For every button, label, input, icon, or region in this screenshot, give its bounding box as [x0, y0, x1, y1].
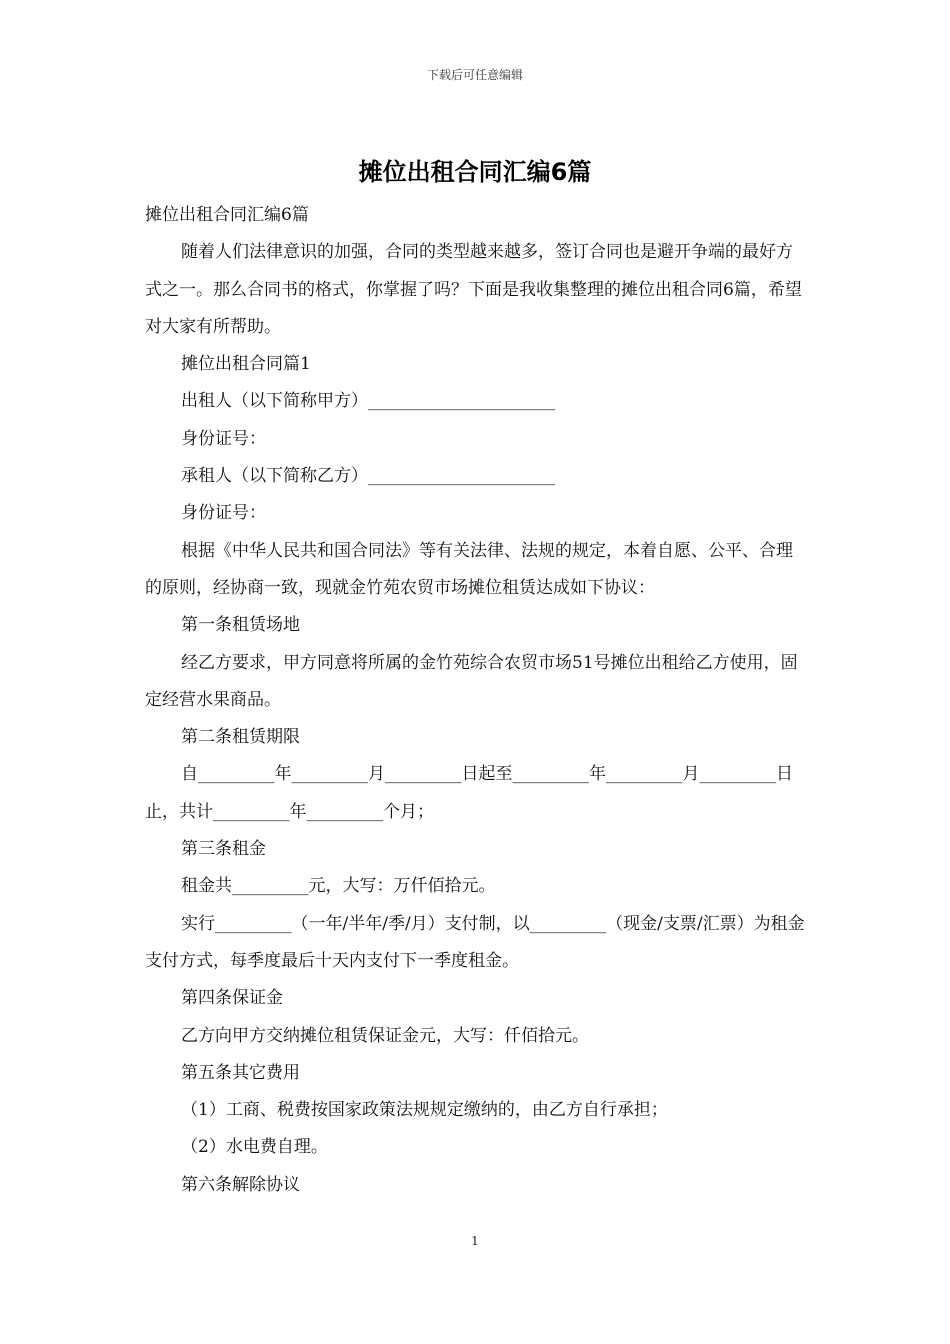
article-4-text: 乙方向甲方交纳摊位租赁保证金元，大写：仟佰拾元。	[181, 1025, 589, 1046]
article-1-heading: 第一条租赁场地	[181, 615, 300, 636]
basis-paragraph: 根据《中华人民共和国合同法》等有关法律、法规的规定，本着自愿、公平、合理的原则，经协商一致，现就金竹苑农贸市场摊位租赁达成如下协议：	[145, 540, 793, 598]
contract-heading: 摊位出租合同篇1	[181, 354, 311, 375]
article-6-heading: 第六条解除协议	[181, 1174, 300, 1195]
article-2-heading: 第二条租赁期限	[181, 727, 300, 748]
article-4-heading: 第四条保证金	[181, 988, 283, 1009]
article-5-item-2: （2）水电费自理。	[181, 1137, 328, 1158]
article-2-text: 自_________年_________月_________日起至_________年_________月_________日止，共计_________年_________个月；	[145, 764, 793, 822]
subtitle-paragraph: 摊位出租合同汇编6篇	[145, 205, 309, 225]
article-5-item-1: （1）工商、税费按国家政策法规规定缴纳的，由乙方自行承担；	[181, 1100, 668, 1121]
page-number: 1	[471, 1234, 479, 1248]
article-3-heading: 第三条租金	[181, 839, 266, 860]
article-1-text: 经乙方要求，甲方同意将所属的金竹苑综合农贸市场51号摊位出租给乙方使用，固定经营水果商品。	[145, 652, 798, 710]
article-3-payment: 实行_________（一年/半年/季/月）支付制，以_________（现金/支票/汇票）为租金支付方式，每季度最后十天内支付下一季度租金。	[145, 913, 805, 971]
lessee-id-line: 身份证号：	[181, 503, 266, 524]
document-body	[145, 197, 807, 1204]
intro-paragraph: 随着人们法律意识的加强，合同的类型越来越多，签订合同也是避开争端的最好方式之一。那么合同书的格式，你掌握了吗？下面是我收集整理的摊位出租合同6篇，希望对大家有所帮助。	[145, 242, 802, 337]
document-title: 摊位出租合同汇编6篇	[358, 158, 592, 186]
article-3-rent-total: 租金共_________元，大写：万仟佰拾元。	[181, 876, 496, 897]
lessor-id-line: 身份证号：	[181, 428, 266, 449]
header-note: 下载后可任意编辑	[426, 68, 523, 82]
lessee-line: 承租人（以下简称乙方）______________________	[181, 466, 555, 487]
article-5-heading: 第五条其它费用	[181, 1062, 300, 1083]
lessor-line: 出租人（以下简称甲方）______________________	[181, 391, 555, 412]
